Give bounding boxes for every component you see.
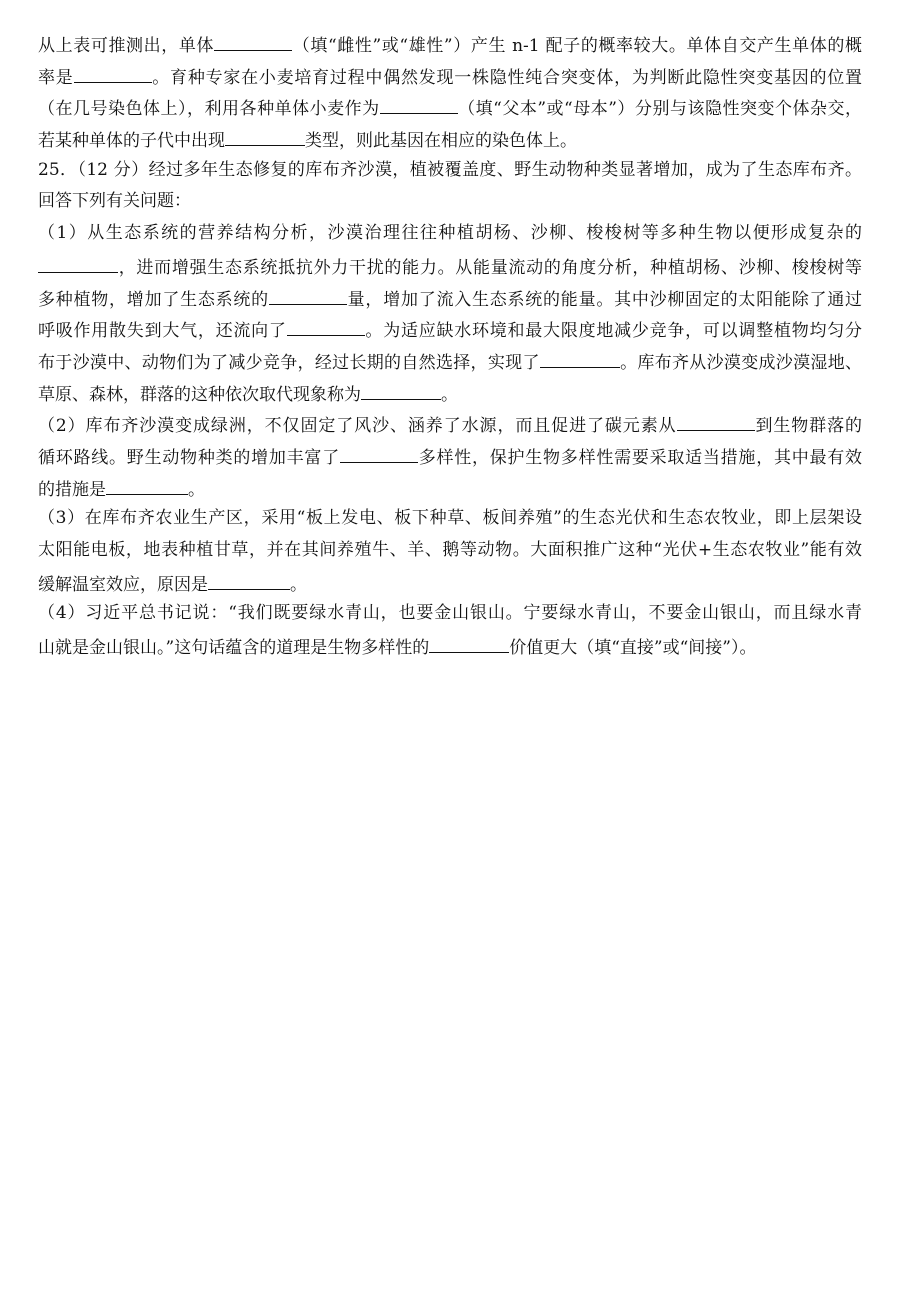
answer-blank[interactable] [287,313,365,336]
q25-p3-line-3 [38,567,862,599]
text-run: 量，增加了流入生态系统的能量。其中沙柳固定的太阳能除了通过 [346,289,863,310]
text-run: 呼吸作用散失到大气，还流向了 [38,321,287,342]
answer-blank[interactable] [74,60,152,83]
text-run: 缓解温室效应，原因是 [38,574,208,595]
text-run: 布于沙漠中、动物们为了减少竞争，经过长期的自然选择，实现了 [38,352,540,373]
q25-p1-line-1: （1）从生态系统的营养结构分析，沙漠治理往往种植胡杨、沙柳、梭梭树等多种生物以便形成复杂的 [38,223,862,244]
text-run: 率是 [38,67,74,88]
text-run: 。 [441,384,458,405]
answer-blank[interactable] [225,123,305,146]
text-run: 类型，则此基因在相应的染色体上。 [305,131,577,152]
q24-line-1 [38,28,862,60]
text-run: 从上表可推测出，单体 [38,36,215,56]
q25-p1-line-5 [38,345,862,377]
text-run: 到生物群落的 [754,416,863,437]
q25-p1-line-4 [38,313,862,345]
text-run: （填“父本”或“母本”）分别与该隐性突变个体杂交， [457,99,863,120]
text-run: （2）库布齐沙漠变成绿洲，不仅固定了风沙、涵养了水源，而且促进了碳元素从 [38,416,677,437]
text-run: 。 [188,479,205,500]
q25-p2-line-1 [38,408,862,440]
text-run: ，进而增强生态系统抵抗外力干扰的能力。从能量流动的角度分析，种植胡杨、沙柳、梭梭树等 [118,257,862,278]
text-run: 若某种单体的子代中出现 [38,131,225,152]
answer-blank[interactable] [269,282,347,305]
q25-p4-line-2 [38,630,862,662]
text-run: 循环路线。野生动物种类的增加丰富了 [38,447,340,468]
q24-line-4 [38,123,862,155]
text-run: 山就是金山银山。”这句话蕴含的道理是生物多样性的 [38,638,430,659]
answer-blank[interactable] [340,440,418,463]
answer-blank[interactable] [429,630,509,653]
answer-blank[interactable] [361,377,441,400]
q25-p4-line-1: （4）习近平总书记说：“我们既要绿水青山，也要金山银山。宁要绿水青山，不要金山银山，而且绿水青 [38,603,862,624]
answer-blank[interactable] [540,345,620,368]
answer-blank[interactable] [38,250,118,273]
q25-p2-line-3 [38,472,862,504]
text-run: （填“雌性”或“雄性”）产生 n-1 配子的概率较大。单体自交产生单体的概 [292,36,862,56]
q25-p1-line-3 [38,282,862,314]
text-run: 。库布齐从沙漠变成沙漠湿地、 [619,352,863,373]
text-run: 的措施是 [38,479,106,500]
text-run: 草原、森林，群落的这种依次取代现象称为 [38,384,361,405]
answer-blank[interactable] [208,567,290,590]
text-run: 多种植物，增加了生态系统的 [38,289,269,310]
q25-heading: 25．（12 分）经过多年生态修复的库布齐沙漠，植被覆盖度、野生动物种类显著增加，成为了生态库布齐。 [38,159,862,180]
q24-line-3 [38,91,862,123]
answer-blank[interactable] [677,408,755,431]
q25-p1-line-6 [38,377,862,409]
text-run: 价值更大（填“直接”或“间接”）。 [509,638,757,659]
q25-p3-line-2: 太阳能电板，地表种植甘草，并在其间养殖牛、羊、鹅等动物。大面积推广这种“光伏+生态农牧业”能有效 [38,540,862,560]
text-run: 多样性，保护生物多样性需要采取适当措施，其中最有效 [417,447,862,468]
q25-p1-line-2 [38,250,862,282]
answer-blank[interactable] [106,472,188,495]
document-page [38,28,862,662]
q25-prompt: 回答下列有关问题： [38,191,191,212]
text-run: （在几号染色体上），利用各种单体小麦作为 [38,99,380,120]
q25-p2-line-2 [38,440,862,472]
text-run: 。 [290,574,307,595]
answer-blank[interactable] [214,28,292,51]
text-run: 。育种专家在小麦培育过程中偶然发现一株隐性纯合突变体，为判断此隐性突变基因的位置 [151,67,863,88]
q24-line-2 [38,60,862,92]
answer-blank[interactable] [380,91,458,114]
q25-p3-line-1: （3）在库布齐农业生产区，采用“板上发电、板下种草、板间养殖”的生态光伏和生态农牧业，即上层架设 [38,508,862,529]
text-run: 。为适应缺水环境和最大限度地减少竞争，可以调整植物均匀分 [364,321,863,342]
